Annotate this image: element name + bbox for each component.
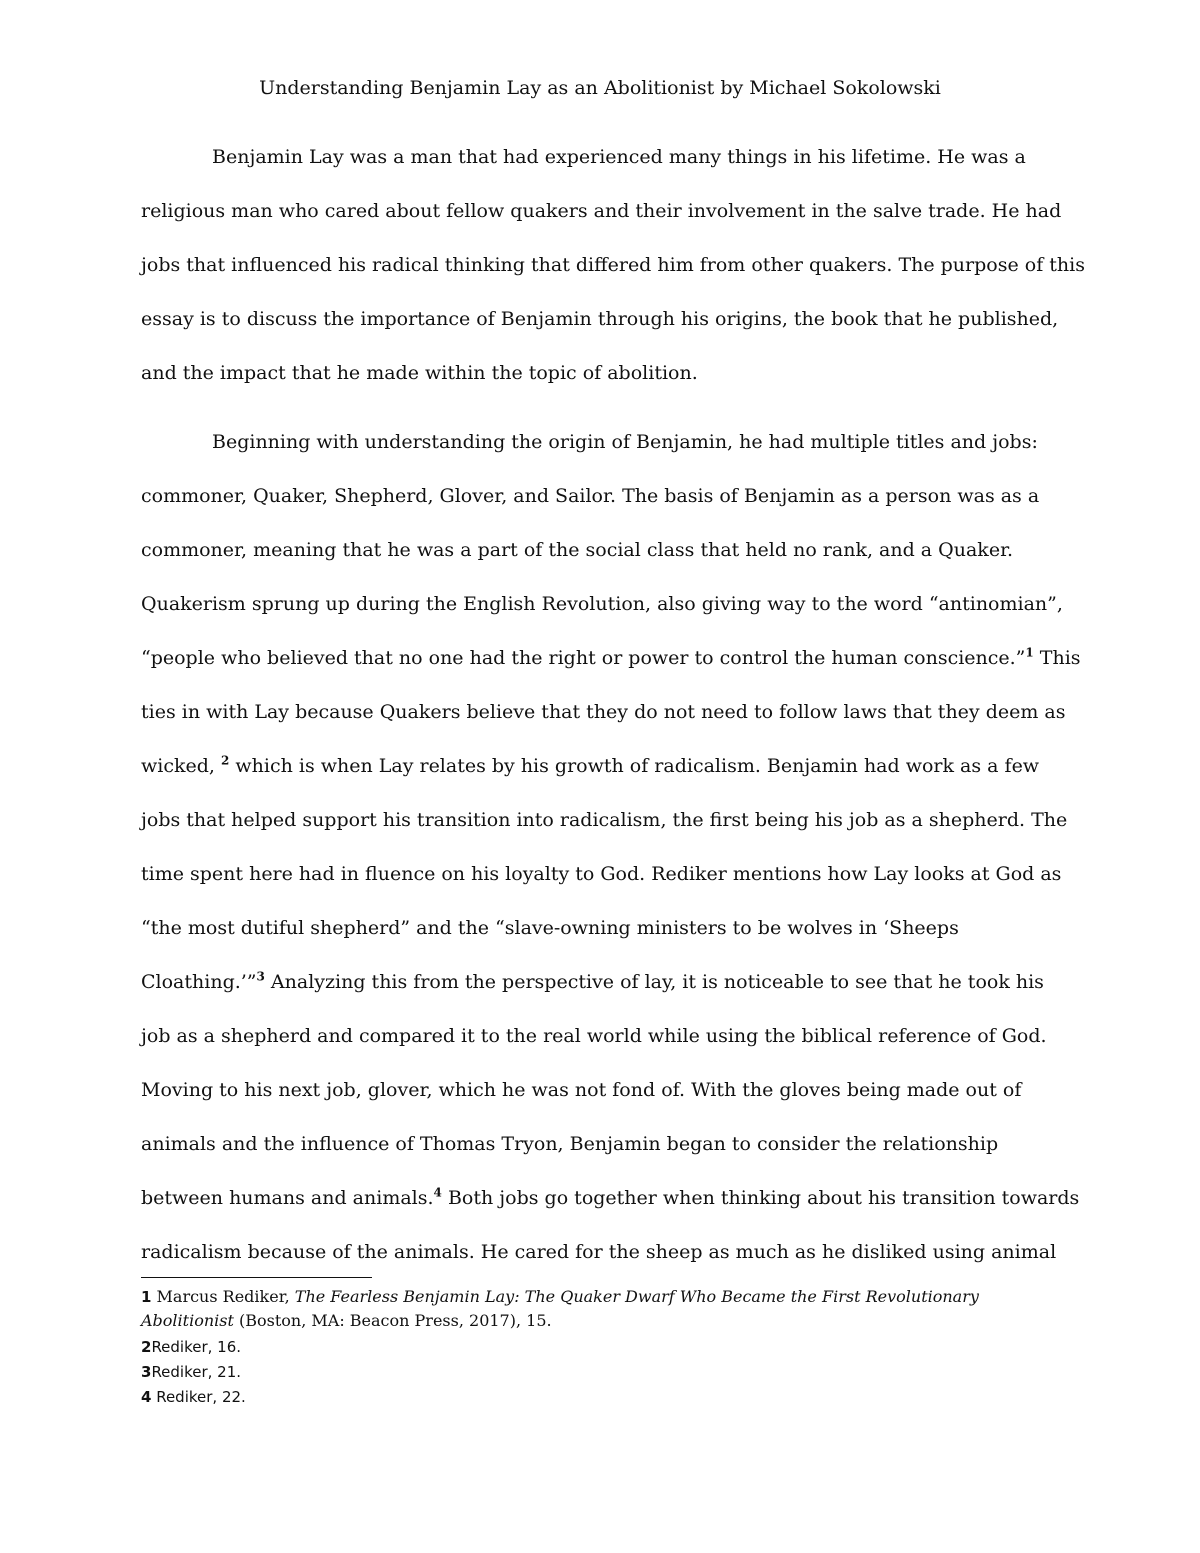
footnote-1 [141, 1285, 979, 1309]
footnote-publication: (Boston, MA: Beacon Press, 2017), 15. [233, 1311, 552, 1330]
footnote-3 [141, 1360, 241, 1384]
footnote-ref[interactable]: 1 [1025, 645, 1034, 660]
footnote-number: 3 [141, 1363, 152, 1381]
body-text: “people who believed that no one had the right or power to control the human conscience.” [141, 647, 1026, 669]
body-line: Beginning with understanding the origin of Benjamin, he had multiple titles and jobs: [212, 431, 1038, 453]
footnote-number: 1 [141, 1288, 152, 1306]
body-text: between humans and animals. [141, 1187, 434, 1209]
body-text: This [1033, 647, 1081, 669]
body-line: commoner, meaning that he was a part of the social class that held no rank, and a Quaker. [141, 539, 1014, 561]
body-line: “the most dutiful shepherd” and the “slave-owning ministers to be wolves in ‘Sheeps [141, 917, 959, 939]
document-title: Understanding Benjamin Lay as an Abolitionist by Michael Sokolowski [259, 77, 941, 99]
body-line [141, 751, 1039, 781]
body-line [141, 967, 1044, 997]
body-line: jobs that influenced his radical thinking that differed him from other quakers. The purpose of this [141, 254, 1085, 276]
body-line: Moving to his next job, glover, which he was not fond of. With the gloves being made out of [141, 1079, 1022, 1101]
footnote-book-title: The Fearless Benjamin Lay: The Quaker Dwarf Who Became the First Revolutionary [294, 1287, 979, 1306]
footnote-number: 2 [141, 1338, 152, 1356]
footnote-ref[interactable]: 3 [256, 969, 265, 984]
body-line: animals and the influence of Thomas Tryon, Benjamin began to consider the relationship [141, 1133, 999, 1155]
body-line: religious man who cared about fellow quakers and their involvement in the salve trade. He had [141, 200, 1062, 222]
footnote-book-title: Abolitionist [141, 1311, 234, 1330]
body-line: radicalism because of the animals. He cared for the sheep as much as he disliked using animal [141, 1241, 1057, 1263]
body-line: ties in with Lay because Quakers believe that they do not need to follow laws that they deem as [141, 701, 1066, 723]
body-text: which is when Lay relates by his growth of radicalism. Benjamin had work as a few [229, 755, 1040, 777]
footnote-1-continued [141, 1309, 552, 1333]
body-text: Analyzing this from the perspective of lay, it is noticeable to see that he took his [264, 971, 1044, 993]
footnote-text: Rediker, 22. [151, 1388, 246, 1406]
footnote-4 [141, 1385, 246, 1409]
body-line: Quakerism sprung up during the English Revolution, also giving way to the word “antinomian”, [141, 593, 1063, 615]
body-line: job as a shepherd and compared it to the real world while using the biblical reference of God. [141, 1025, 1047, 1047]
body-line: Benjamin Lay was a man that had experienced many things in his lifetime. He was a [212, 146, 1026, 168]
body-text: wicked, [141, 755, 221, 777]
body-text: Cloathing.’” [141, 971, 257, 993]
footnote-ref[interactable]: 2 [220, 753, 230, 768]
body-line: commoner, Quaker, Shepherd, Glover, and Sailor. The basis of Benjamin as a person was as a [141, 485, 1040, 507]
body-line: time spent here had in fluence on his loyalty to God. Rediker mentions how Lay looks at God as [141, 863, 1062, 885]
footnote-text: Rediker, 16. [151, 1338, 242, 1356]
body-line [141, 643, 1081, 673]
body-text: Both jobs go together when thinking about his transition towards [441, 1187, 1080, 1209]
body-line: and the impact that he made within the topic of abolition. [141, 362, 698, 384]
footnote-2 [141, 1335, 241, 1359]
footnote-separator [141, 1277, 372, 1278]
body-line: essay is to discuss the importance of Benjamin through his origins, the book that he published, [141, 308, 1059, 330]
footnote-number: 4 [141, 1388, 152, 1406]
footnote-ref[interactable]: 4 [433, 1185, 442, 1200]
body-line [141, 1183, 1079, 1213]
footnote-text: Rediker, 21. [151, 1363, 242, 1381]
footnote-author: Marcus Rediker, [151, 1287, 295, 1306]
body-line: jobs that helped support his transition into radicalism, the first being his job as a shepherd. The [141, 809, 1068, 831]
